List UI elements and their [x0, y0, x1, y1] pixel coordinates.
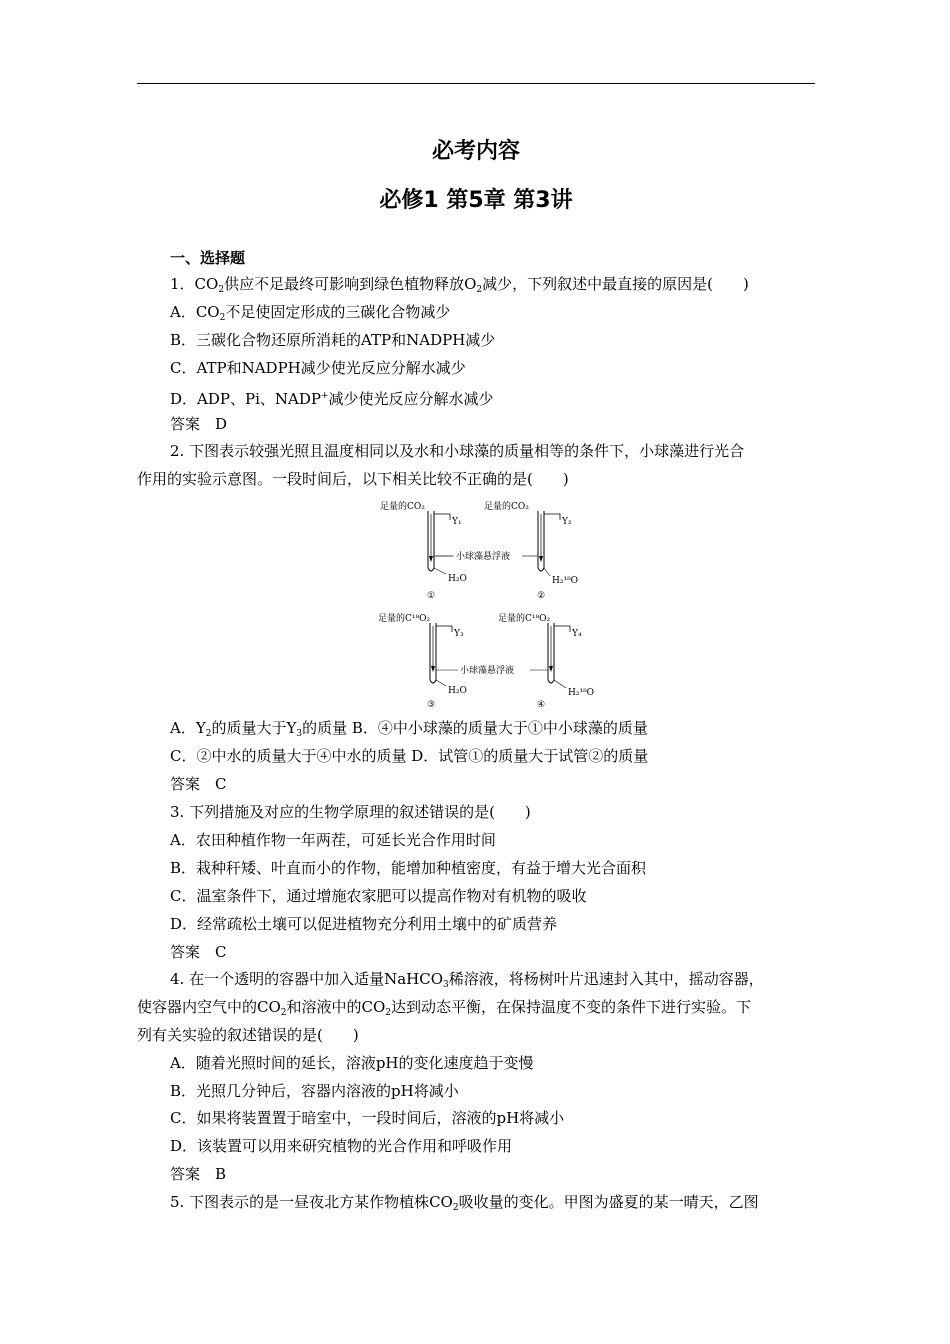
tube-number-2: ②: [537, 591, 546, 601]
y2-label: Y₂: [562, 517, 572, 527]
q3-option-b: B．栽种秆矮、叶直而小的作物，能增加种植密度，有益于增大光合面积: [170, 859, 647, 877]
y4-label: Y₄: [572, 629, 582, 639]
algae-label-bottom: 小球藻悬浮液: [460, 666, 515, 676]
q4-option-a: A．随着光照时间的延长，溶液pH的变化速度趋于变慢: [170, 1054, 534, 1072]
water-label-1: H₂O: [448, 574, 467, 584]
page-title: 必考内容: [431, 139, 520, 164]
co2-label-4: 足量的C¹⁸O₂: [498, 614, 551, 624]
q4-answer: 答案 B: [170, 1165, 227, 1183]
q4-option-b: B．光照几分钟后，容器内溶液的pH将减小: [170, 1082, 459, 1100]
co2-label-3: 足量的C¹⁸O₂: [378, 614, 431, 624]
co2-label-2: 足量的CO₂: [484, 502, 529, 512]
header-rule: [137, 83, 815, 84]
q2-stem-line2: 作用的实验示意图。一段时间后，以下相关比较不正确的是( ): [137, 470, 569, 488]
section-heading: 一、选择题: [170, 249, 246, 267]
y1-label: Y₁: [452, 517, 462, 527]
q4-stem-line1: 4. 在一个透明的容器中加入适量NaHCO$_3$稀溶液，将杨树叶片迅速封入其中，摇动容器，: [170, 970, 764, 990]
q5-stem-line1: 5. 下图表示的是一昼夜北方某作物植株$CO_2$吸收量的变化。甲图为盛夏的某一晴天，乙图: [170, 1193, 759, 1213]
q4-option-d: D．该装置可以用来研究植物的光合作用和呼吸作用: [170, 1137, 513, 1155]
q1-answer: 答案 D: [170, 415, 228, 433]
water-label-2: H₂¹⁸O: [552, 576, 579, 586]
water-label-4: H₂¹⁸O: [568, 688, 595, 698]
q2-answer: 答案 C: [170, 775, 227, 793]
q3-option-d: D．经常疏松土壤可以促进植物充分利用土壤中的矿质营养: [170, 915, 558, 933]
tube-number-1: ①: [427, 591, 436, 601]
q3-answer: 答案 C: [170, 943, 227, 961]
q2-options-ab: A．$Y_2$的质量大于$Y_3$的质量 B．④中小球藻的质量大于①中小球藻的质量: [170, 719, 648, 739]
co2-label-1: 足量的CO₂: [380, 502, 425, 512]
q1-option-b: B．三碳化合物还原所消耗的ATP和NADPH减少: [170, 331, 496, 349]
q4-stem-line3: 列有关实验的叙述错误的是( ): [137, 1026, 359, 1044]
water-label-3: H₂O: [448, 686, 467, 696]
q3-option-a: A．农田种植作物一年两茬，可延长光合作用时间: [170, 831, 496, 849]
q2-stem-line1: 2. 下图表示较强光照且温度相同以及水和小球藻的质量相等的条件下，小球藻进行光合: [170, 442, 745, 460]
algae-label-top: 小球藻悬浮液: [456, 552, 511, 562]
q1-stem: 1．$CO_2$供应不足最终可影响到绿色植物释放$O_2$减少，下列叙述中最直接的原因是( ): [170, 275, 749, 295]
q3-option-c: C．温室条件下，通过增施农家肥可以提高作物对有机物的吸收: [170, 887, 587, 905]
q1-option-c: C．ATP和NADPH减少使光反应分解水减少: [170, 359, 466, 377]
tube-number-4: ④: [537, 700, 546, 710]
q1-option-d: D．ADP、Pi、NADP+减少使光反应分解水减少: [170, 390, 494, 408]
y3-label: Y₃: [454, 629, 464, 639]
page-subtitle: 必修1 第5章 第3讲: [379, 188, 573, 213]
q4-stem-line2: 使容器内空气中的$CO_2$和溶液中的$CO_2$达到动态平衡，在保持温度不变的条件下进行实验。下: [137, 998, 752, 1018]
q2-options-cd: C．②中水的质量大于④中水的质量 D．试管①的质量大于试管②的质量: [170, 747, 649, 765]
q4-option-c: C．如果将装置置于暗室中，一段时间后，溶液的pH将减小: [170, 1109, 565, 1127]
experiment-figure: [372, 498, 612, 710]
tube-number-3: ③: [427, 700, 436, 710]
q3-stem: 3. 下列措施及对应的生物学原理的叙述错误的是( ): [170, 803, 531, 821]
q1-option-a: A．$CO_2$不足使固定形成的三碳化合物减少: [170, 303, 451, 323]
